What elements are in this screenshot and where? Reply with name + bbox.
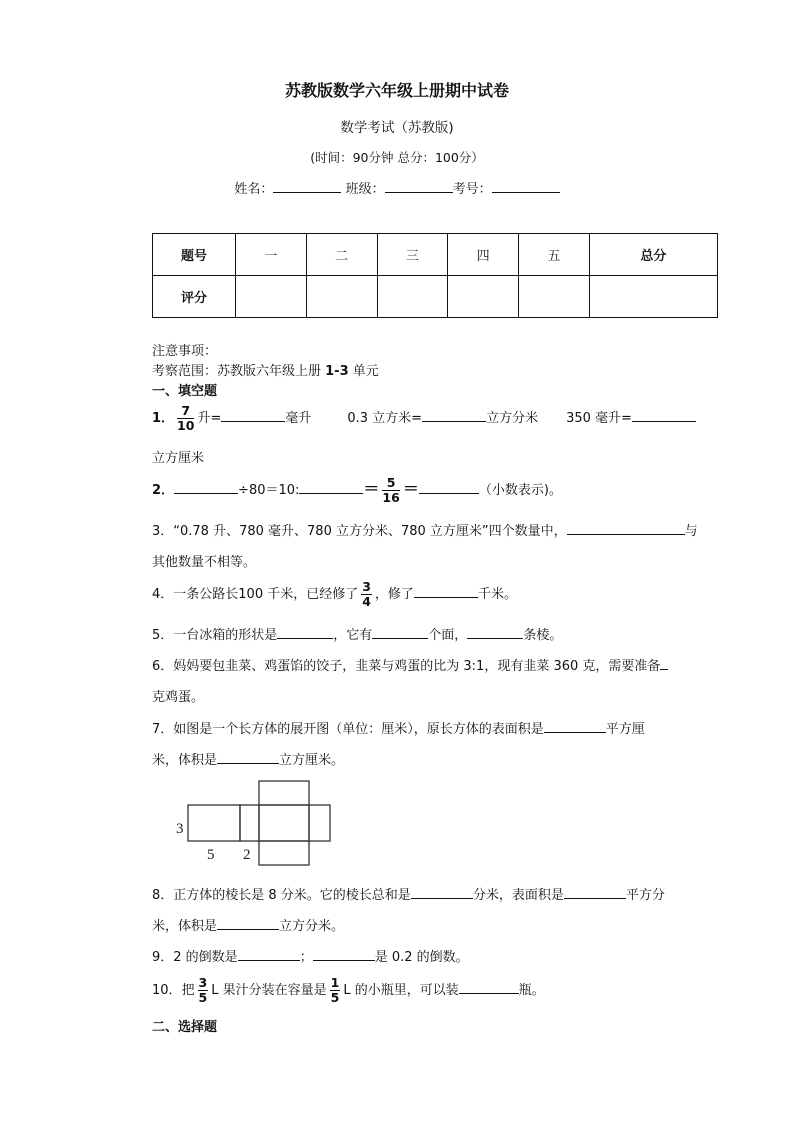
q10-f2-den: 5 (330, 990, 340, 1005)
q6-blank[interactable] (660, 655, 668, 670)
q5-text-2: ，它有 (333, 628, 373, 643)
q4-text-2: ，修了 (374, 587, 414, 602)
q7-text-1: 7．如图是一个长方体的展开图（单位：厘米），原长方体的表面积是 (152, 722, 544, 737)
q7-text-2b: 立方厘米。 (279, 753, 345, 768)
q9-text-2: ； (299, 950, 313, 965)
q2-blank-3[interactable] (419, 479, 479, 494)
q5-blank-3[interactable] (467, 624, 523, 639)
question-3 (152, 520, 698, 539)
q6-text-1: 6．妈妈要包韭菜、鸡蛋馅的饺子，韭菜与鸡蛋的比为 3:1，现有韭菜 360 克，需要准备 (152, 659, 661, 674)
q7-line-2 (152, 749, 344, 768)
net-face-left (188, 805, 240, 841)
id-label: 考号： (452, 182, 492, 197)
q2-equals-1: ＝ (363, 479, 380, 498)
table-header-cell: 二 (306, 234, 377, 276)
score-cell[interactable] (306, 276, 377, 318)
q7-text-2a: 米，体积是 (152, 753, 218, 768)
q5-blank-2[interactable] (372, 624, 428, 639)
question-7 (152, 718, 645, 737)
q6-line-2: 克鸡蛋。 (152, 690, 205, 705)
q7-blank-2[interactable] (217, 749, 279, 764)
q1-text-c1: 350 毫升= (566, 411, 632, 426)
q8-text-1a: 8．正方体的棱长是 8 分米。它的棱长总和是 (152, 888, 411, 903)
q4-text-3: 千米。 (477, 587, 517, 602)
q5-blank-1[interactable] (277, 624, 333, 639)
table-header-cell: 总分 (589, 234, 717, 276)
table-header-cell: 四 (448, 234, 519, 276)
q4-text-1: 4．一条公路长100 千米，已经修了 (152, 587, 359, 602)
q1-text-b2: 立方分米 (486, 411, 539, 426)
name-blank[interactable] (273, 178, 341, 193)
net-face-side (240, 805, 259, 841)
question-10 (152, 976, 545, 1005)
q7-blank-1[interactable] (544, 718, 606, 733)
q10-f1-den: 5 (198, 990, 208, 1005)
score-table-score-row (153, 276, 718, 318)
q2-text-2: （小数表示)。 (478, 483, 562, 498)
class-blank[interactable] (385, 178, 453, 193)
score-label-cell: 评分 (153, 276, 236, 318)
q1-frac-den: 10 (177, 418, 195, 433)
q8-text-2a: 米，体积是 (152, 919, 218, 934)
q7-text-end: 平方厘 (605, 722, 645, 737)
page-subtitle: 数学考试（苏教版) (340, 120, 454, 136)
class-label: 班级： (345, 182, 385, 197)
table-header-cell: 一 (236, 234, 307, 276)
q9-blank-1[interactable] (238, 946, 300, 961)
net-face-bottom (259, 841, 309, 865)
score-cell[interactable] (236, 276, 307, 318)
q4-fraction (361, 580, 372, 609)
score-cell[interactable] (589, 276, 717, 318)
question-8 (152, 884, 665, 903)
q10-f2-num: 1 (330, 975, 340, 990)
question-4 (152, 580, 517, 609)
q10-text-4: 瓶。 (518, 983, 545, 998)
score-cell[interactable] (448, 276, 519, 318)
q8-blank-3[interactable] (217, 915, 279, 930)
score-cell[interactable] (519, 276, 590, 318)
q10-fraction-2 (330, 976, 341, 1005)
student-info-row (0, 178, 794, 197)
q2-text-1: ÷80＝10: (238, 483, 300, 498)
page-title: 苏教版数学六年级上册期中试卷 (284, 81, 509, 100)
q1-continuation: 立方厘米 (152, 451, 205, 466)
net-face-right (309, 805, 330, 841)
q1-text-a2: 毫升 (285, 411, 312, 426)
question-1 (152, 404, 696, 433)
scope-bold: 1-3 (325, 364, 349, 379)
section2-title: 二、选择题 (152, 1020, 218, 1035)
q2-blank-2[interactable] (299, 479, 363, 494)
q1-number: 1． (152, 411, 175, 426)
q1-fraction (177, 404, 194, 433)
q10-text-2: L 果汁分装在容量是 (211, 983, 327, 998)
q8-line-2 (152, 915, 344, 934)
q4-blank[interactable] (414, 583, 478, 598)
net-label-height: 3 (176, 821, 184, 837)
scope-suffix: 单元 (348, 364, 379, 379)
q5-text-3: 个面， (428, 628, 468, 643)
net-label-width: 2 (243, 847, 251, 863)
scope-prefix: 考察范围：苏教版六年级上册 (152, 364, 326, 379)
q3-text-1: 3．“0.78 升、780 毫升、780 立方分米、780 立方厘米”四个数量中， (152, 524, 567, 539)
notes-scope (152, 360, 379, 379)
q1-text-a1: 升= (197, 411, 222, 426)
q10-fraction-1 (198, 976, 209, 1005)
q3-blank[interactable] (567, 520, 685, 535)
q8-text-2b: 立方分米。 (279, 919, 345, 934)
net-face-center (259, 805, 309, 841)
q1-blank-2[interactable] (422, 407, 486, 422)
question-5 (152, 624, 562, 643)
table-header-cell: 五 (519, 234, 590, 276)
cuboid-net-figure (170, 775, 340, 870)
question-9 (152, 946, 469, 965)
q1-blank-1[interactable] (221, 407, 285, 422)
q8-text-1c: 平方分 (625, 888, 665, 903)
q2-frac-num: 5 (382, 476, 399, 491)
q4-frac-num: 3 (362, 579, 371, 594)
score-table (152, 233, 718, 318)
q9-text-3: 是 0.2 的倒数。 (374, 950, 469, 965)
q5-text-1: 5．一台冰箱的形状是 (152, 628, 278, 643)
q4-frac-den: 4 (362, 594, 371, 609)
q2-number: 2． (152, 483, 175, 498)
q10-text-3: L 的小瓶里，可以装 (343, 983, 459, 998)
name-label: 姓名： (234, 182, 274, 197)
q2-equals-2: ＝ (402, 479, 419, 498)
q8-text-1b: 分米，表面积是 (472, 888, 564, 903)
q10-blank[interactable] (459, 979, 519, 994)
q5-text-4: 条棱。 (523, 628, 563, 643)
score-table-header-row (153, 234, 718, 276)
q8-blank-2[interactable] (564, 884, 626, 899)
q8-blank-1[interactable] (411, 884, 473, 899)
q9-text-1: 9．2 的倒数是 (152, 950, 238, 965)
section1-title: 一、填空题 (152, 384, 218, 399)
q10-f1-num: 3 (198, 975, 208, 990)
net-face-top (259, 781, 309, 805)
q2-fraction (382, 476, 399, 505)
q3-line-2: 其他数量不相等。 (152, 555, 257, 570)
net-label-length: 5 (207, 847, 215, 863)
question-2 (152, 476, 562, 505)
q1-frac-num: 7 (177, 404, 194, 419)
question-6 (152, 655, 668, 674)
q1-blank-3[interactable] (632, 407, 696, 422)
q10-text-1: 10．把 (152, 983, 195, 998)
notes-title: 注意事项： (152, 344, 218, 359)
q1-text-b1: 0.3 立方米= (347, 411, 423, 426)
q2-frac-den: 16 (382, 490, 400, 505)
time-info: (时间：90分钟 总分：100分） (310, 150, 484, 165)
q9-blank-2[interactable] (313, 946, 375, 961)
table-header-cell: 三 (377, 234, 448, 276)
q2-blank-1[interactable] (174, 479, 238, 494)
score-cell[interactable] (377, 276, 448, 318)
table-header-cell: 题号 (153, 234, 236, 276)
q3-text-end: 与 (684, 524, 698, 539)
id-blank[interactable] (492, 178, 560, 193)
